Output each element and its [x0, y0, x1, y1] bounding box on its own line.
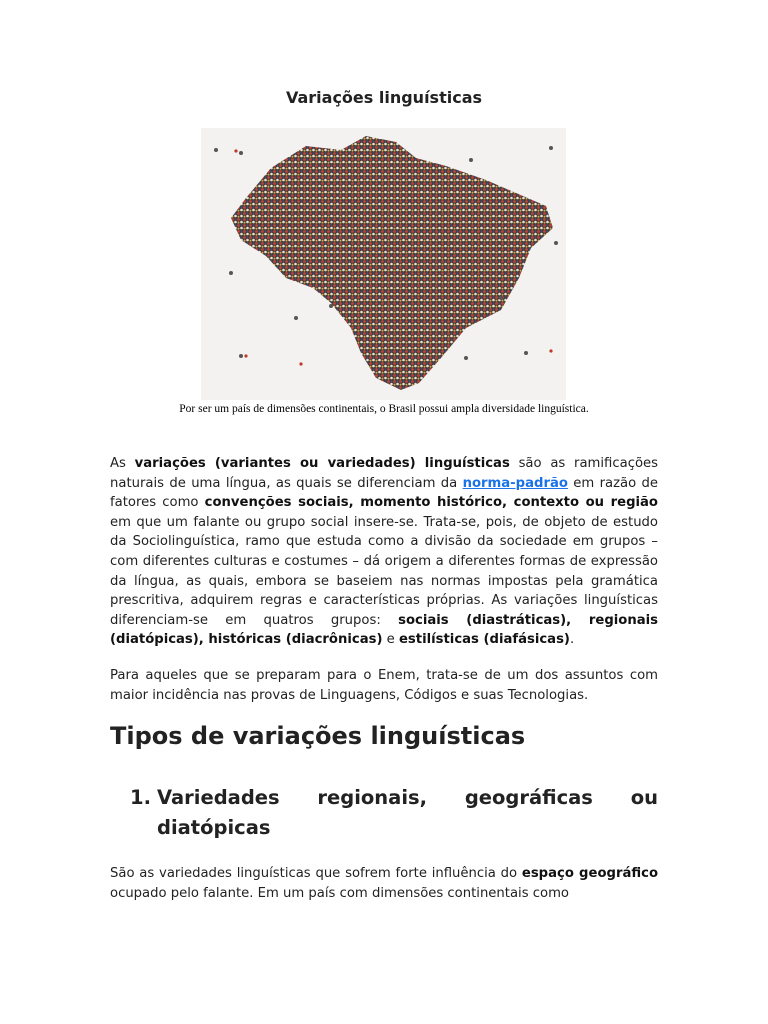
bold-term: espaço geográfico: [521, 866, 658, 881]
bold-term: convenções sociais, momento histórico, contexto ou região: [204, 495, 658, 511]
heading-line-2: diatópicas: [157, 816, 271, 839]
text-run: em razão de fatores como: [110, 475, 658, 511]
heading-word: regionais,: [317, 786, 428, 809]
bold-term: estilísticas (diafásicas): [398, 632, 570, 648]
norma-padrao-link[interactable]: norma-padrão: [462, 475, 568, 491]
bold-term: sociais (diastráticas), regionais (diatópicas), históricas (diacrônicas): [110, 612, 658, 648]
text-run: e: [382, 632, 399, 648]
section-heading: Tipos de variações linguísticas: [110, 722, 526, 750]
text-run: em que um falante ou grupo social insere-se. Trata-se, pois, de objeto de estudo da Sociolinguística, ramo que estuda como a divisão da sociedade em grupos – com diferentes culturas e costumes – dá origem a diferentes formas de expressão da língua, as quais, embora se baseiem nas normas impostas pela gramática prescritiva, adquirem regras e características próprias. As variações linguísticas diferenciam-se em quatros grupos:: [110, 514, 658, 628]
list-number: 1.: [130, 786, 151, 809]
heading-word: geográficas: [464, 786, 593, 809]
figure-caption: Por ser um país de dimensões continentais, o Brasil possui ampla diversidade linguística.: [179, 403, 589, 415]
text-run: As: [110, 456, 135, 471]
regional-paragraph: [110, 864, 658, 903]
text-run: são as ramificações naturais de uma língua, as quais se diferenciam da: [110, 456, 658, 491]
text-run: São as variedades linguísticas que sofrem forte influência do: [110, 866, 522, 881]
text-run: ocupado pelo falante. Em um país com dimensões continentais como: [110, 885, 569, 901]
subsection-heading: [130, 783, 658, 843]
bold-term: variações (variantes ou variedades) linguísticas: [134, 456, 510, 471]
document-title: Variações linguísticas: [285, 88, 483, 107]
intro-paragraph: [110, 454, 658, 650]
heading-word: ou: [630, 786, 658, 809]
brazil-crowd-map-image: [201, 128, 566, 400]
text-run: .: [569, 632, 575, 648]
enem-paragraph: Para aqueles que se preparam para o Enem, trata-se de um dos assuntos com maior incidência nas provas de Linguagens, Códigos e suas Tecnologias.: [110, 668, 658, 703]
heading-word: Variedades: [157, 786, 280, 809]
